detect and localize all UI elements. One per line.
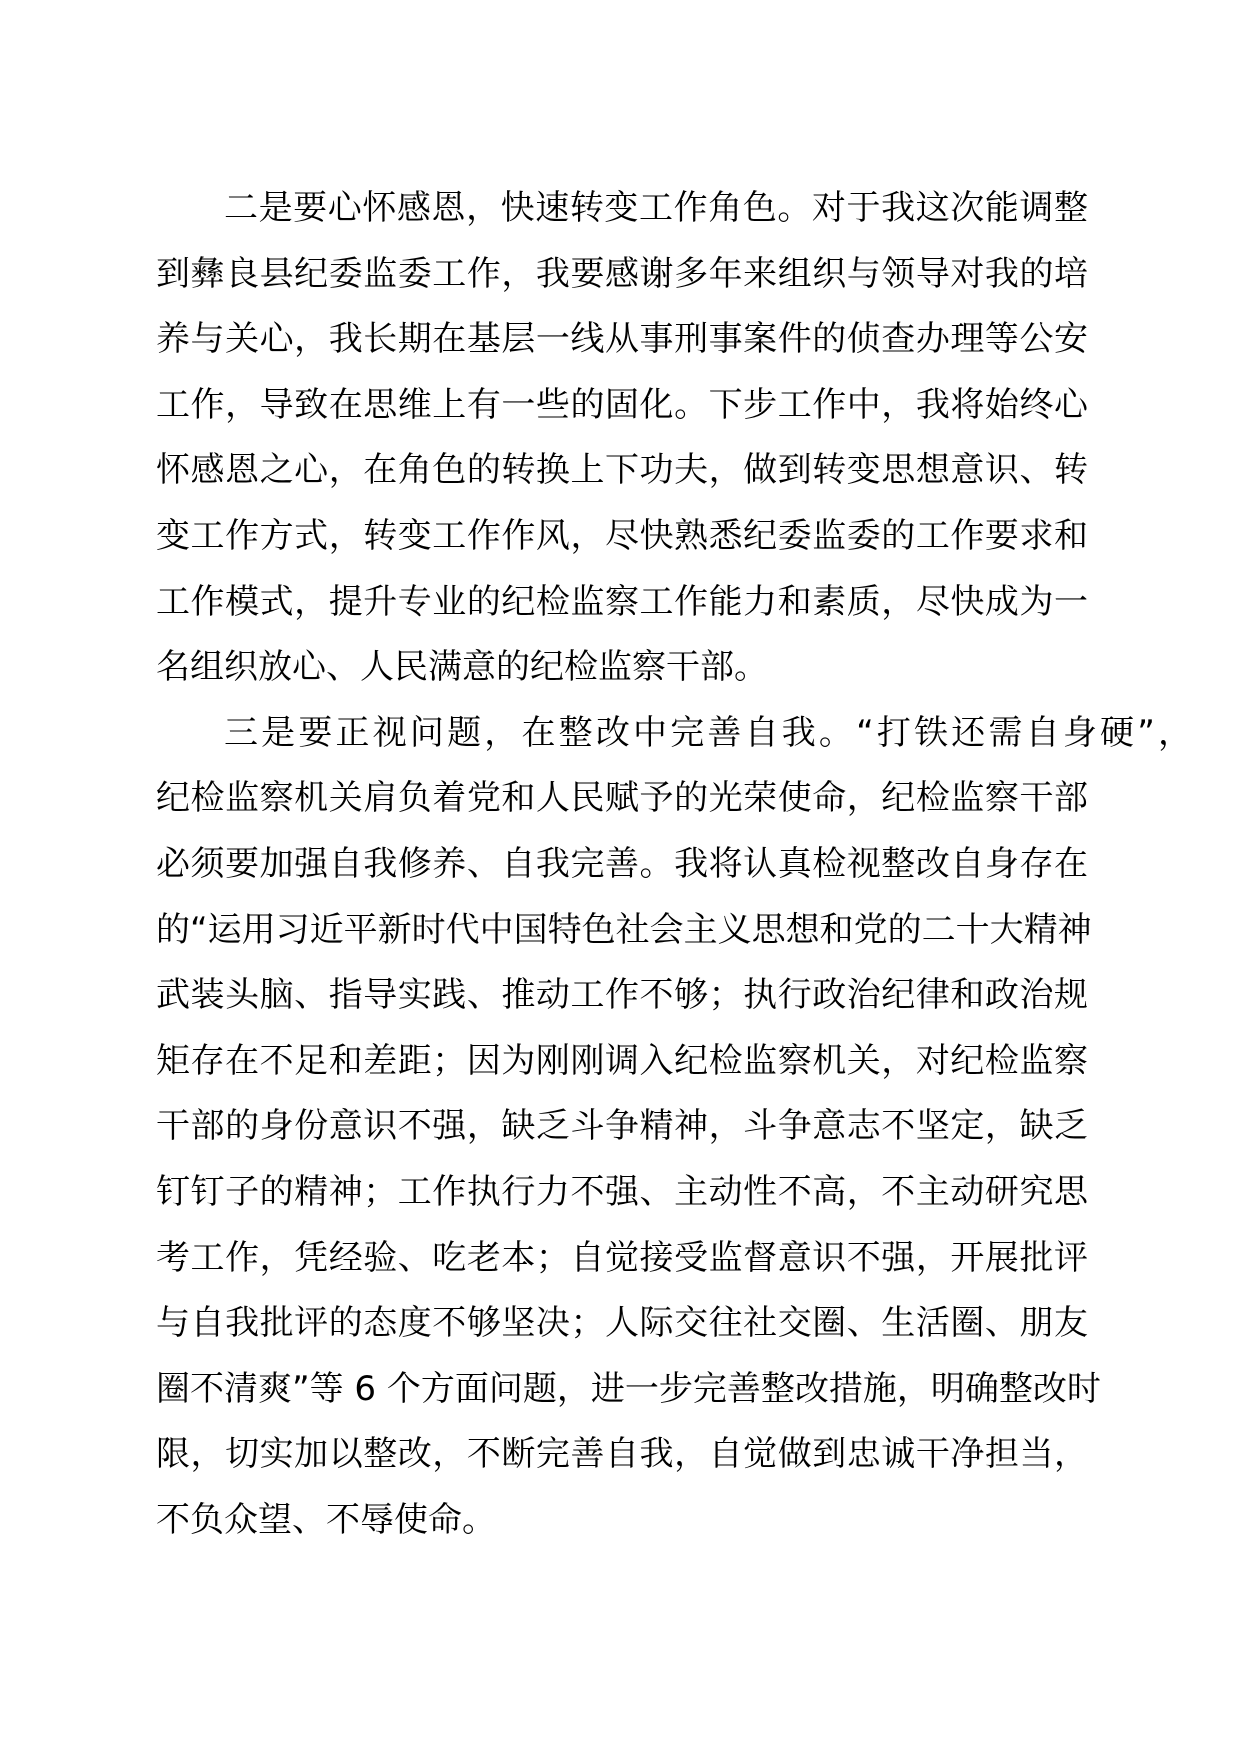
paragraph-line: 工作，导致在思维上有一些的固化。下步工作中，我将始终心 — [156, 384, 1088, 425]
paragraph-line: 矩存在不足和差距；因为刚刚调入纪检监察机关，对纪检监察 — [156, 1040, 1088, 1081]
paragraph-line: 限，切实加以整改，不断完善自我，自觉做到忠诚干净担当， — [156, 1434, 1088, 1475]
paragraph-line: 养与关心，我长期在基层一线从事刑事案件的侦查办理等公安 — [156, 319, 1088, 360]
paragraph-line: 与自我批评的态度不够坚决；人际交往社交圈、生活圈、朋友 — [156, 1303, 1088, 1344]
paragraph-line: 武装头脑、指导实践、推动工作不够；执行政治纪律和政治规 — [156, 975, 1088, 1016]
paragraph-line: 纪检监察机关肩负着党和人民赋予的光荣使命，纪检监察干部 — [156, 778, 1088, 819]
paragraph-line: 名组织放心、人民满意的纪检监察干部。 — [156, 647, 768, 688]
paragraph-line: 工作模式，提升专业的纪检监察工作能力和素质，尽快成为一 — [156, 581, 1088, 622]
paragraph-line: 三是要正视问题，在整改中完善自我。“打铁还需自身硬”， — [224, 712, 1192, 753]
paragraph-line: 钉钉子的精神；工作执行力不强、主动性不高，不主动研究思 — [156, 1171, 1088, 1212]
paragraph-line: 到彝良县纪委监委工作，我要感谢多年来组织与领导对我的培 — [156, 253, 1088, 294]
paragraph-line: 怀感恩之心，在角色的转换上下功夫，做到转变思想意识、转 — [156, 450, 1088, 491]
paragraph-line: 必须要加强自我修养、自我完善。我将认真检视整改自身存在 — [156, 843, 1088, 884]
paragraph-line: 二是要心怀感恩，快速转变工作角色。对于我这次能调整 — [224, 188, 1088, 228]
paragraph-role-transition — [156, 176, 1088, 701]
paragraph-line: 干部的身份意识不强，缺乏斗争精神，斗争意志不坚定，缺乏 — [156, 1106, 1088, 1147]
paragraph-line: 圈不清爽”等 6 个方面问题，进一步完善整改措施，明确整改时 — [156, 1368, 1101, 1409]
paragraph-line: 的“运用习近平新时代中国特色社会主义思想和党的二十大精神 — [156, 909, 1092, 950]
paragraph-line: 不负众望、不辱使命。 — [156, 1499, 496, 1540]
document-body — [156, 176, 1192, 1553]
paragraph-self-improvement — [156, 701, 1192, 1554]
paragraph-line: 考工作，凭经验、吃老本；自觉接受监督意识不强，开展批评 — [156, 1237, 1088, 1278]
paragraph-line: 变工作方式，转变工作作风，尽快熟悉纪委监委的工作要求和 — [156, 515, 1088, 556]
